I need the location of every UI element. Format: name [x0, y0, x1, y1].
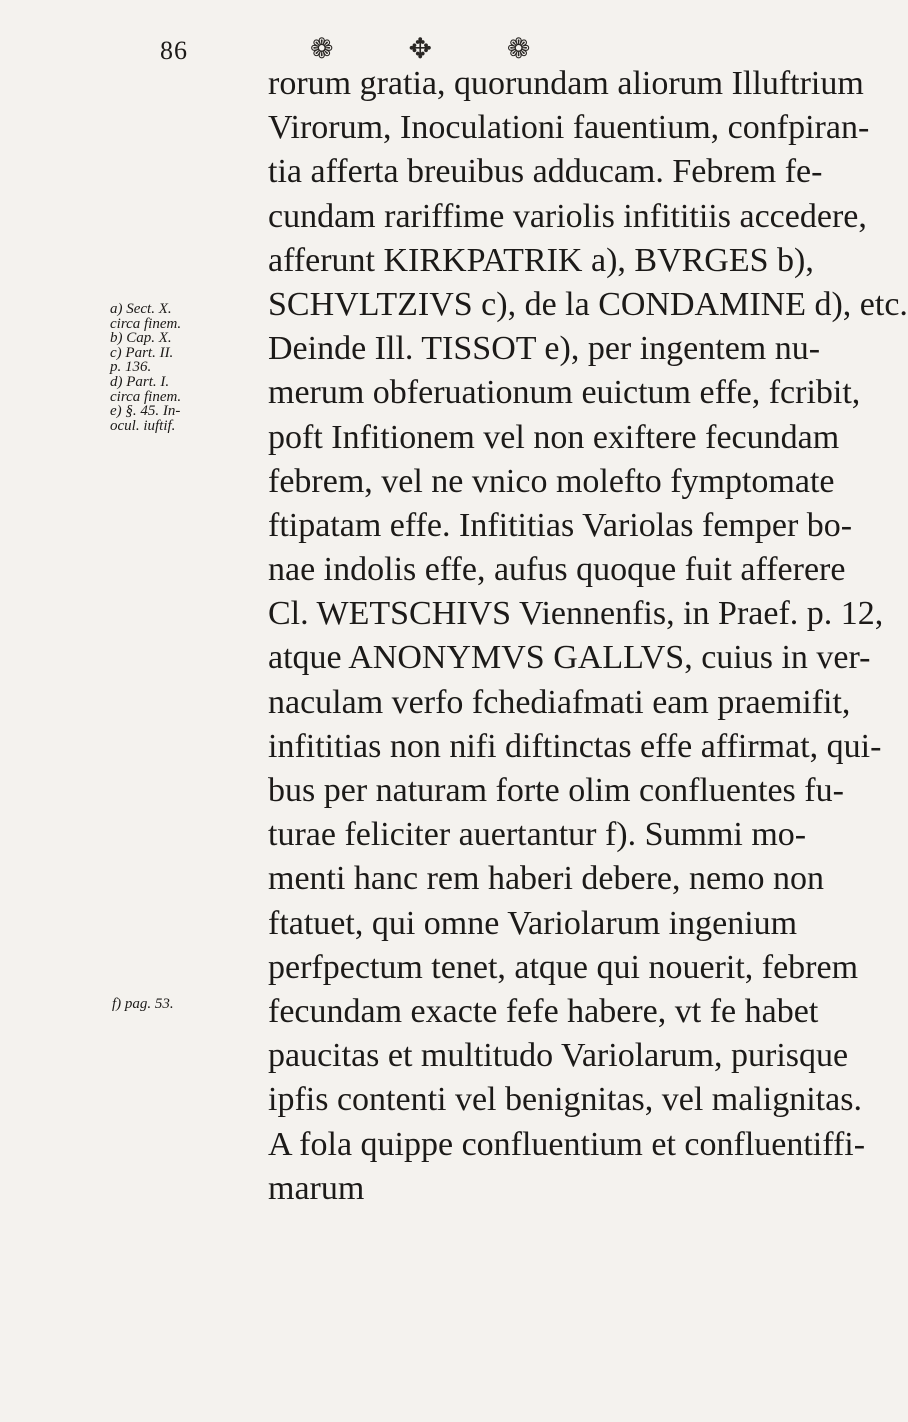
text-line: rorum gratia, quorundam aliorum Illuftrium — [268, 65, 864, 102]
text-line: ipfis contenti vel benignitas, vel malignitas. — [268, 1081, 862, 1119]
margin-note: p. 136. — [110, 359, 152, 376]
text-line: afferunt KIRKPATRIK a), BVRGES b), — [268, 241, 814, 279]
text-line: tia afferta breuibus adducam. Febrem fe- — [268, 153, 823, 191]
text-line: naculam verfo fchediafmati eam praemifit, — [268, 683, 851, 721]
text-line: perfpectum tenet, atque qui nouerit, febrem — [268, 948, 859, 986]
text-line: febrem, vel ne vnico molefto fymptomate — [268, 462, 835, 500]
text-line: cundam rariffime variolis infititiis accedere, — [268, 197, 867, 235]
text-line: Virorum, Inoculationi fauentium, confpiran- — [268, 109, 870, 147]
text-line: atque ANONYMVS GALLVS, cuius in ver- — [268, 639, 871, 677]
margin-note: c) Part. II. — [110, 344, 174, 361]
margin-note: ocul. iuftif. — [110, 417, 176, 434]
page-number: 86 — [160, 36, 188, 65]
text-line: fecundam exacte fefe habere, vt fe habet — [268, 992, 819, 1030]
text-line: merum obferuationum euictum effe, fcribit, — [268, 374, 861, 412]
text-line: infititias non nifi diftinctas effe affirmat, qui- — [268, 727, 882, 765]
text-line: menti hanc rem haberi debere, nemo non — [268, 860, 825, 898]
text-line: Deinde Ill. TISSOT e), per ingentem nu- — [268, 330, 821, 368]
margin-note: b) Cap. X. — [110, 330, 172, 347]
text-line: marum — [268, 1169, 365, 1207]
text-line: ftipatam effe. Infititias Variolas femper bo- — [268, 506, 853, 544]
margin-note-f: f) pag. 53. — [112, 996, 174, 1012]
margin-notes — [110, 302, 250, 433]
margin-note: d) Part. I. — [110, 373, 170, 390]
margin-note: e) §. 45. In- — [110, 403, 181, 420]
text-line: ftatuet, qui omne Variolarum ingenium — [268, 904, 798, 942]
printer-ornaments: ❁ ✥ ❁ — [310, 34, 565, 65]
main-text-block — [268, 62, 908, 1211]
text-line: poft Infitionem vel non exiftere fecundam — [268, 418, 840, 456]
text-line: SCHVLTZIVS c), de la CONDAMINE d), etc. — [268, 285, 908, 323]
margin-note: a) Sect. X. — [110, 301, 172, 317]
margin-note: circa finem. — [110, 388, 182, 405]
text-line: Cl. WETSCHIVS Viennenfis, in Praef. p. 12, — [268, 595, 884, 633]
text-line: nae indolis effe, aufus quoque fuit afferere — [268, 551, 846, 589]
text-line: bus per naturam forte olim confluentes fu- — [268, 772, 844, 809]
text-line: paucitas et multitudo Variolarum, purisque — [268, 1037, 849, 1075]
text-line: turae feliciter auertantur f). Summi mo- — [268, 816, 807, 854]
margin-note: circa finem. — [110, 315, 182, 332]
text-line: A fola quippe confluentium et confluentiffi- — [268, 1125, 866, 1163]
